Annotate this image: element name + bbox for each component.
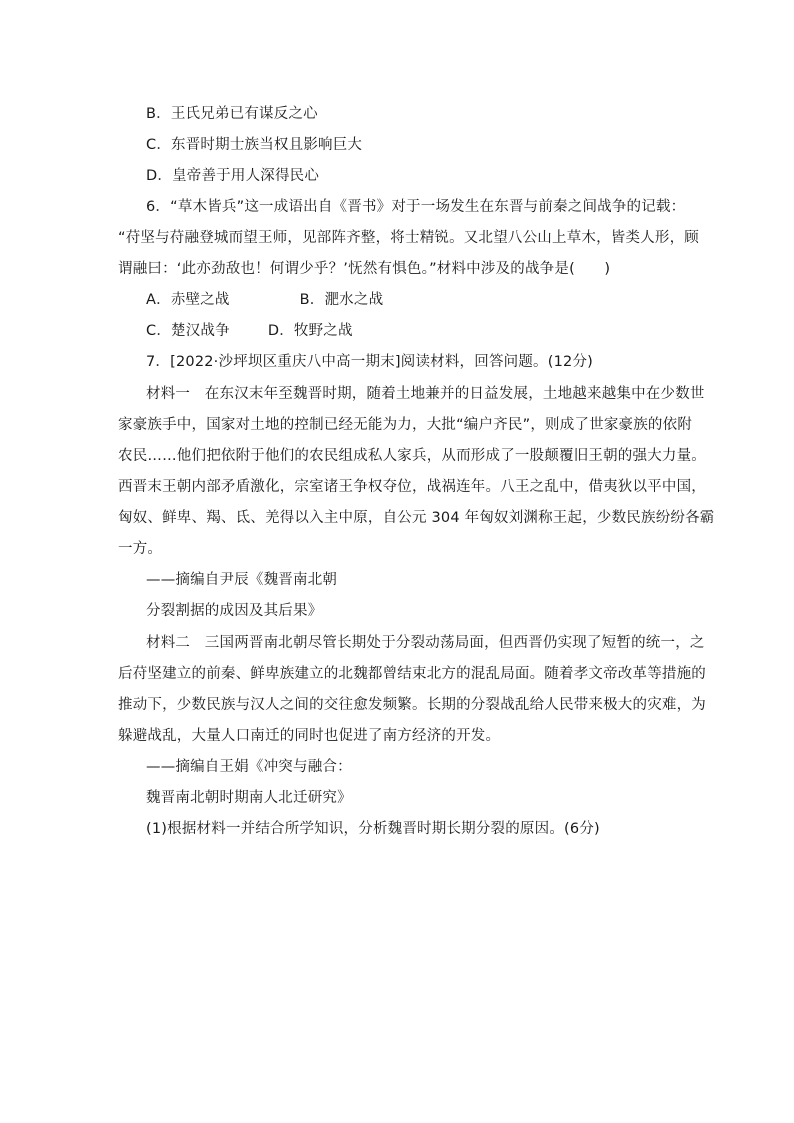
material1-source-line1: ——摘编自尹辰《魏晋南北朝: [146, 572, 338, 588]
q6-options-ab: [146, 290, 383, 310]
q6-option-b: B．淝水之战: [299, 292, 384, 308]
material2-line4: 躲避战乱，大量人口南迁的同时也促进了南方经济的开发。: [118, 728, 501, 744]
material1-line5: 匈奴、鲜卑、羯、氐、羌得以入主中原，自公元 304 年匈奴刘渊称王起，少数民族纷纷各霸: [118, 510, 715, 526]
material1-line6: 一方。: [118, 541, 163, 557]
q6-option-d: D．牧野之战: [267, 323, 353, 339]
option-c-q5: C．东晋时期士族当权且影响巨大: [146, 137, 363, 153]
q7-subquestion-1: (1)根据材料一并结合所学知识，分析魏晋时期长期分裂的原因。(6分): [146, 821, 600, 837]
q7-stem: 7．[2022·沙坪坝区重庆八中高一期末]阅读材料，回答问题。(12分): [146, 354, 594, 370]
q6-stem-line3: 谓融曰：‘此亦劲敌也！何谓少乎？’怃然有惧色。”材料中涉及的战争是( ): [118, 261, 611, 277]
material2-line2: 后苻坚建立的前秦、鲜卑族建立的北魏都曾结束北方的混乱局面。随着孝文帝改革等措施的: [118, 666, 706, 682]
material2-line1: 材料二 三国两晋南北朝尽管长期处于分裂动荡局面，但西晋仍实现了短暂的统一，之: [146, 635, 705, 651]
material2-line3: 推动下，少数民族与汉人之间的交往愈发频繁。长期的分裂战乱给人民带来极大的灾难，为: [118, 697, 706, 713]
q6-option-c: C．楚汉战争: [146, 323, 230, 339]
q6-options-cd: [146, 321, 353, 341]
material2-source-line1: ——摘编自王娟《冲突与融合：: [146, 759, 352, 775]
material1-source-line2: 分裂割据的成因及其后果》: [146, 603, 323, 619]
q6-stem-line2: “苻坚与苻融登城而望王师，见部阵齐整，将士精锐。又北望八公山上草木，皆类人形，顾: [118, 230, 700, 246]
material1-line3: 农民……他们把依附于他们的农民组成私人家兵，从而形成了一股颠覆旧王朝的强大力量。: [118, 448, 706, 464]
q6-option-a: A．赤壁之战: [146, 292, 230, 308]
q6-stem-line1: 6．“草木皆兵”这一成语出自《晋书》对于一场发生在东晋与前秦之间战争的记载：: [146, 199, 686, 215]
option-b-q5: B．王氏兄弟已有谋反之心: [146, 106, 318, 122]
material1-line2: 家豪族手中，国家对土地的控制已经无能为力，大批“编户齐民”，则成了世家豪族的依附: [118, 417, 693, 433]
material1-line4: 西晋末王朝内部矛盾激化，宗室诸王争权夺位，战祸连年。八王之乱中，借夷狄以平中国，: [118, 479, 706, 495]
material1-line1: 材料一 在东汉末年至魏晋时期，随着土地兼并的日益发展，土地越来越集中在少数世: [146, 386, 705, 402]
option-d-q5: D．皇帝善于用人深得民心: [146, 168, 320, 184]
material2-source-line2: 魏晋南北朝时期南人北迁研究》: [146, 790, 352, 806]
